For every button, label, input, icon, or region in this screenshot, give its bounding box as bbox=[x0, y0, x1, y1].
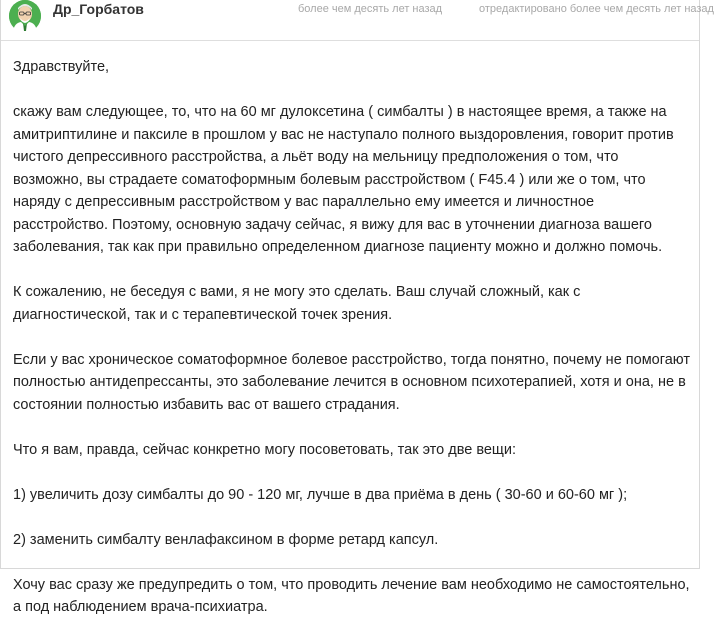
username-link[interactable]: Др_Горбатов bbox=[53, 1, 144, 17]
complexity-paragraph: К сожалению, не беседуя с вами, я не могу это сделать. Ваш случай сложный, как с диагностической, так и с терапевтической точек зрения. bbox=[13, 284, 581, 323]
greeting-paragraph: Здравствуйте, bbox=[13, 59, 110, 75]
advice-item-1: 1) увеличить дозу симбалты до 90 - 120 мг, лучше в два приёма в день ( 30-60 и 60-60 мг ); bbox=[13, 486, 628, 503]
post-timestamp[interactable]: более чем десять лет назад bbox=[298, 3, 443, 15]
advice-intro-paragraph: Что я вам, правда, сейчас конкретно могу посоветовать, так это две вещи: bbox=[13, 441, 516, 458]
avatar-illustration bbox=[9, 0, 41, 32]
doctor-avatar-icon[interactable] bbox=[9, 0, 41, 32]
chronic-disorder-paragraph: Если у вас хроническое соматоформное болевое расстройство, тогда понятно, почему не помогают полностью антидепрессанты, это заболевание лечится в основном психотерапией, хотя и она, не в состоянии полностью избавить вас от вашего страдания. bbox=[13, 351, 690, 413]
advice-item-2: 2) заменить симбалту венлафаксином в форме ретард капсул. bbox=[13, 531, 439, 548]
post-header bbox=[1, 0, 714, 41]
edited-timestamp[interactable]: отредактировано более чем десять лет назад bbox=[479, 3, 714, 15]
diagnosis-paragraph: скажу вам следующее, то, что на 60 мг дулоксетина ( симбалты ) в настоящее время, а также на амитриптилине и паксиле в прошлом у вас не наступало полного выздоровления, говорит против чистого депрессивного расстройства, а льёт воду на мельницу предположения о том, что возможно, вы страдаете соматоформным болевым расстройством ( F45.4 ) или же о том, что наряду с депрессивным расстройством у вас параллельно ему имеется и личностное расстройство. Поэтому, основную задачу сейчас, я вижу для вас в уточнении диагноза вашего заболевания, так как при правильно определенном диагнозе пациенту можно и должно помочь. bbox=[13, 104, 674, 255]
warning-paragraph: Хочу вас сразу же предупредить о том, что проводить лечение вам необходимо не самостоятельно, а под наблюдением врача-психиатра. bbox=[13, 576, 690, 615]
post-body bbox=[13, 56, 691, 619]
